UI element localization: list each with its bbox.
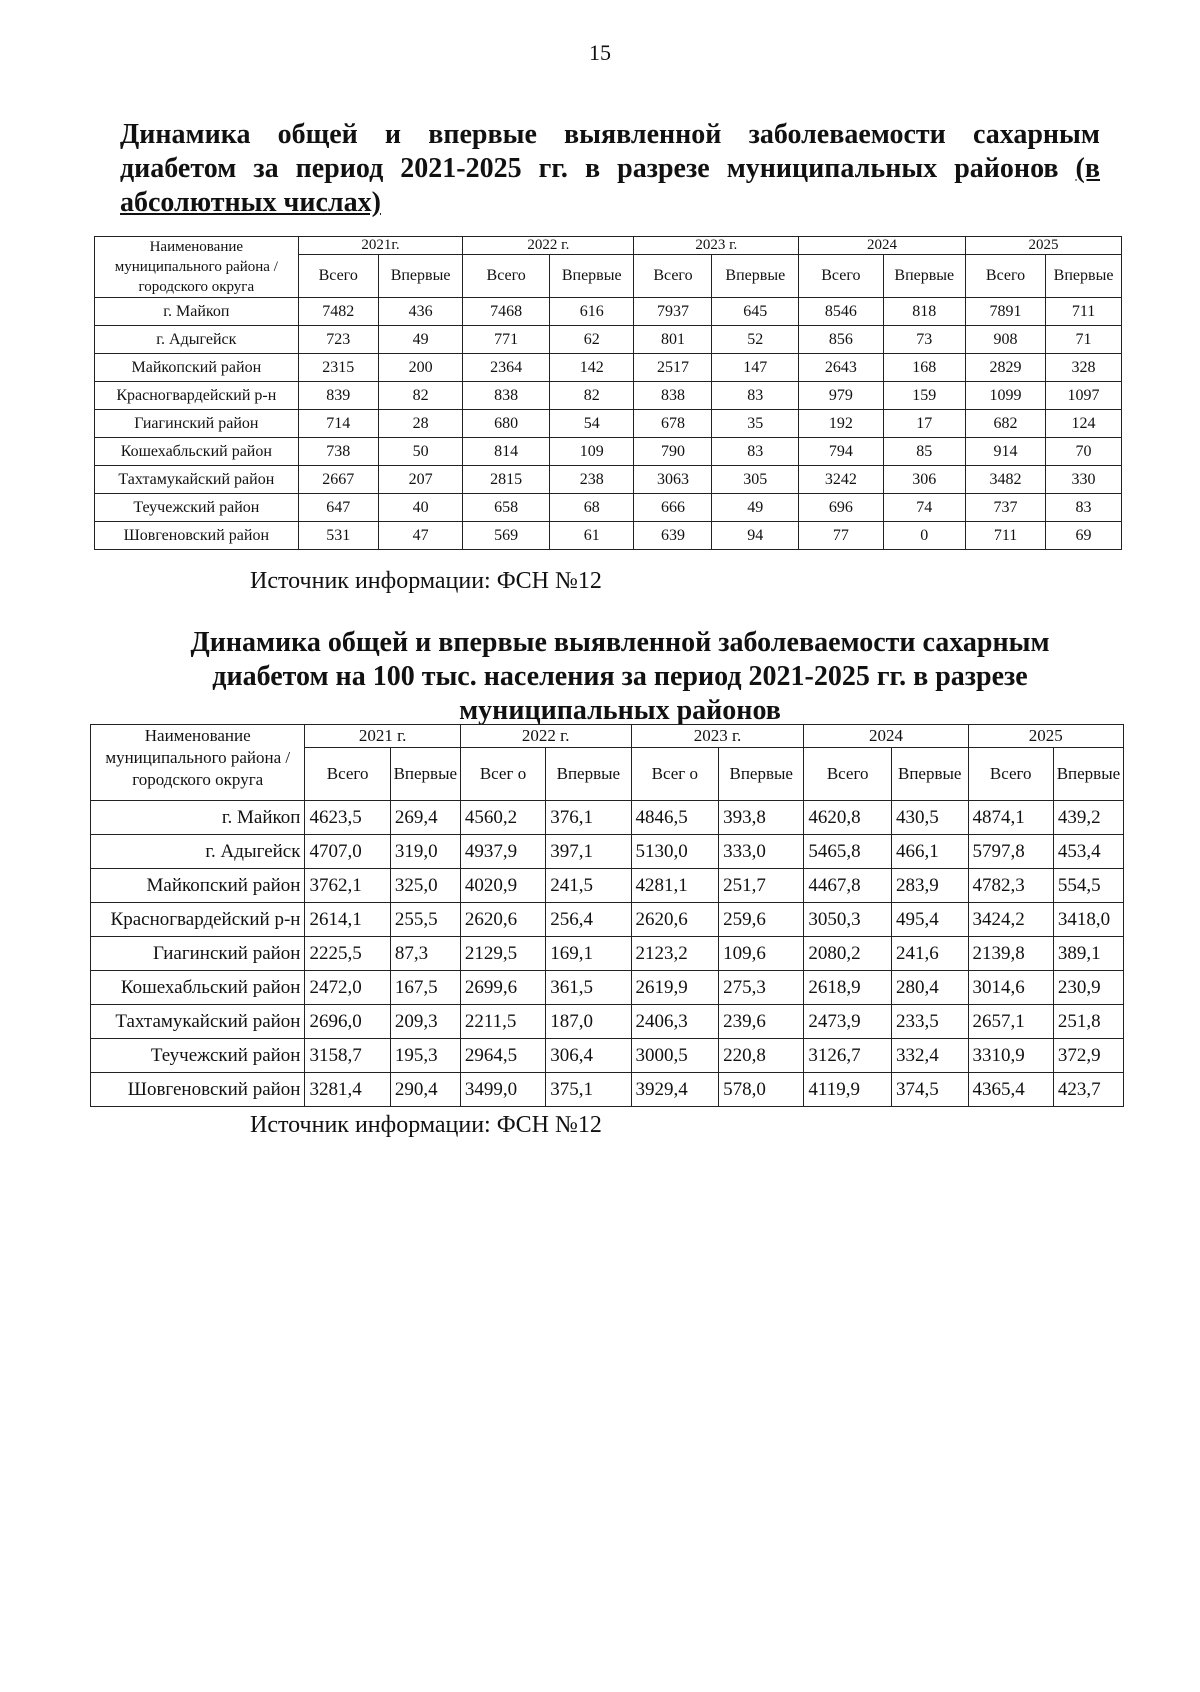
table-cell: 374,5 [891, 1073, 968, 1107]
table-cell: 423,7 [1053, 1073, 1123, 1107]
table-cell: 17 [883, 410, 965, 438]
table-cell: 167,5 [390, 971, 460, 1005]
district-name: Тахтамукайский район [95, 466, 299, 494]
table-cell: 241,5 [546, 869, 631, 903]
table-cell: 839 [298, 382, 378, 410]
table-cell: 3499,0 [460, 1073, 545, 1107]
table-cell: 328 [1046, 354, 1122, 382]
table-row [95, 298, 1122, 326]
table-cell: 251,7 [719, 869, 804, 903]
district-name: Майкопский район [91, 869, 305, 903]
table-cell: 49 [712, 494, 799, 522]
table-cell: 2123,2 [631, 937, 719, 971]
table1-subheader-cell: Всего [965, 254, 1045, 297]
table-cell: 495,4 [891, 903, 968, 937]
table-cell: 306,4 [546, 1039, 631, 1073]
table-cell: 230,9 [1053, 971, 1123, 1005]
table-cell: 305 [712, 466, 799, 494]
table-row [91, 801, 1124, 835]
table-cell: 3158,7 [305, 1039, 390, 1073]
table-cell: 2211,5 [460, 1005, 545, 1039]
district-name: Гиагинский район [91, 937, 305, 971]
district-name: Красногвардейский р-н [91, 903, 305, 937]
district-name: Тахтамукайский район [91, 1005, 305, 1039]
table-cell: 168 [883, 354, 965, 382]
table2-subheader-cell: Всег о [460, 748, 545, 801]
table-cell: 979 [799, 382, 884, 410]
table-row [91, 1073, 1124, 1107]
district-name: Шовгеновский район [91, 1073, 305, 1107]
table1-year-2021: 2021г. [298, 237, 463, 255]
table-cell: 1097 [1046, 382, 1122, 410]
table-cell: 4707,0 [305, 835, 390, 869]
table-cell: 439,2 [1053, 801, 1123, 835]
table2-subheader-cell: Впервые [390, 748, 460, 801]
table-cell: 639 [634, 522, 712, 550]
table-cell: 2472,0 [305, 971, 390, 1005]
table-row [91, 1039, 1124, 1073]
table-cell: 275,3 [719, 971, 804, 1005]
table2-header-name: Наименование муниципального района / городского округа [91, 725, 305, 801]
table-cell: 325,0 [390, 869, 460, 903]
table-cell: 389,1 [1053, 937, 1123, 971]
table2-year-2021: 2021 г. [305, 725, 460, 748]
table-row [91, 835, 1124, 869]
table-cell: 714 [298, 410, 378, 438]
table-cell: 94 [712, 522, 799, 550]
table-cell: 2696,0 [305, 1005, 390, 1039]
table2-year-2022: 2022 г. [460, 725, 631, 748]
table-cell: 207 [378, 466, 463, 494]
table-cell: 5797,8 [968, 835, 1053, 869]
table-cell: 2620,6 [631, 903, 719, 937]
table-cell: 666 [634, 494, 712, 522]
table-cell: 737 [965, 494, 1045, 522]
table-cell: 2364 [463, 354, 550, 382]
table-cell: 2643 [799, 354, 884, 382]
absolute-numbers-table [94, 236, 1122, 550]
table-cell: 678 [634, 410, 712, 438]
district-name: Красногвардейский р-н [95, 382, 299, 410]
table-cell: 2080,2 [804, 937, 892, 971]
table-cell: 818 [883, 298, 965, 326]
table-cell: 5130,0 [631, 835, 719, 869]
table2-subheader-cell: Впервые [546, 748, 631, 801]
table-cell: 61 [549, 522, 634, 550]
district-name: Шовгеновский район [95, 522, 299, 550]
table-cell: 83 [712, 382, 799, 410]
table-cell: 4467,8 [804, 869, 892, 903]
table-cell: 306 [883, 466, 965, 494]
table2-subheader-cell: Впервые [719, 748, 804, 801]
table2-body [91, 801, 1124, 1107]
table-row [95, 382, 1122, 410]
table2-subheader-cell: Всего [305, 748, 390, 801]
table-cell: 332,4 [891, 1039, 968, 1073]
table-cell: 68 [549, 494, 634, 522]
table-cell: 4874,1 [968, 801, 1053, 835]
table-cell: 269,4 [390, 801, 460, 835]
table-cell: 159 [883, 382, 965, 410]
table-cell: 814 [463, 438, 550, 466]
table-cell: 647 [298, 494, 378, 522]
table-cell: 330 [1046, 466, 1122, 494]
table-row [91, 971, 1124, 1005]
table-cell: 209,3 [390, 1005, 460, 1039]
table-cell: 251,8 [1053, 1005, 1123, 1039]
table-cell: 3281,4 [305, 1073, 390, 1107]
table-cell: 436 [378, 298, 463, 326]
table-cell: 69 [1046, 522, 1122, 550]
table1-subheader-cell: Впервые [549, 254, 634, 297]
table-cell: 73 [883, 326, 965, 354]
table-cell: 2829 [965, 354, 1045, 382]
table-row [95, 410, 1122, 438]
table-cell: 2406,3 [631, 1005, 719, 1039]
per-100k-table [90, 724, 1124, 1107]
table-cell: 280,4 [891, 971, 968, 1005]
table1-title-units: (в абсолютных числах) [120, 153, 1100, 218]
table-cell: 35 [712, 410, 799, 438]
table1-header-name: Наименование муниципального района / городского округа [95, 237, 299, 298]
table-cell: 256,4 [546, 903, 631, 937]
table-cell: 372,9 [1053, 1039, 1123, 1073]
district-name: Теучежский район [95, 494, 299, 522]
table-cell: 239,6 [719, 1005, 804, 1039]
table2-subheader-cell: Всего [968, 748, 1053, 801]
table-cell: 2225,5 [305, 937, 390, 971]
table-cell: 85 [883, 438, 965, 466]
table-cell: 711 [1046, 298, 1122, 326]
table-cell: 4620,8 [804, 801, 892, 835]
table-cell: 5465,8 [804, 835, 892, 869]
table1-subheader-cell: Впервые [1046, 254, 1122, 297]
table-cell: 82 [378, 382, 463, 410]
table1-subheader-cell: Впервые [883, 254, 965, 297]
table-cell: 3482 [965, 466, 1045, 494]
table-cell: 2129,5 [460, 937, 545, 971]
table-cell: 54 [549, 410, 634, 438]
table-cell: 4281,1 [631, 869, 719, 903]
table-cell: 738 [298, 438, 378, 466]
table-cell: 283,9 [891, 869, 968, 903]
district-name: Гиагинский район [95, 410, 299, 438]
table-cell: 255,5 [390, 903, 460, 937]
table-cell: 2473,9 [804, 1005, 892, 1039]
table-cell: 195,3 [390, 1039, 460, 1073]
table-cell: 124 [1046, 410, 1122, 438]
table-cell: 109,6 [719, 937, 804, 971]
table-cell: 1099 [965, 382, 1045, 410]
district-name: Теучежский район [91, 1039, 305, 1073]
table-cell: 71 [1046, 326, 1122, 354]
table-cell: 771 [463, 326, 550, 354]
table-cell: 319,0 [390, 835, 460, 869]
table1-title [120, 118, 1100, 220]
table-cell: 696 [799, 494, 884, 522]
table-cell: 723 [298, 326, 378, 354]
table-cell: 200 [378, 354, 463, 382]
table-cell: 2657,1 [968, 1005, 1053, 1039]
table-cell: 4365,4 [968, 1073, 1053, 1107]
table-cell: 3418,0 [1053, 903, 1123, 937]
table2-year-2025: 2025 [968, 725, 1123, 748]
table1-year-2022: 2022 г. [463, 237, 634, 255]
table-cell: 142 [549, 354, 634, 382]
table-cell: 87,3 [390, 937, 460, 971]
table-cell: 794 [799, 438, 884, 466]
table-cell: 7482 [298, 298, 378, 326]
table-cell: 3242 [799, 466, 884, 494]
table-cell: 7468 [463, 298, 550, 326]
table-cell: 2139,8 [968, 937, 1053, 971]
table-cell: 3126,7 [804, 1039, 892, 1073]
table-cell: 2614,1 [305, 903, 390, 937]
table-row [91, 869, 1124, 903]
table-cell: 3762,1 [305, 869, 390, 903]
table-row [95, 466, 1122, 494]
table-row [91, 1005, 1124, 1039]
table-cell: 0 [883, 522, 965, 550]
district-name: Кошехабльский район [91, 971, 305, 1005]
table-cell: 83 [1046, 494, 1122, 522]
table-cell: 83 [712, 438, 799, 466]
table-cell: 7891 [965, 298, 1045, 326]
table-cell: 3063 [634, 466, 712, 494]
table-cell: 4020,9 [460, 869, 545, 903]
table-cell: 453,4 [1053, 835, 1123, 869]
table-cell: 4623,5 [305, 801, 390, 835]
table-cell: 361,5 [546, 971, 631, 1005]
table-cell: 259,6 [719, 903, 804, 937]
table-cell: 2619,9 [631, 971, 719, 1005]
table1-body [95, 298, 1122, 550]
table-cell: 333,0 [719, 835, 804, 869]
table-cell: 2618,9 [804, 971, 892, 1005]
table1-subheader-cell: Всего [799, 254, 884, 297]
table-cell: 47 [378, 522, 463, 550]
table-cell: 220,8 [719, 1039, 804, 1073]
table-cell: 682 [965, 410, 1045, 438]
table-cell: 290,4 [390, 1073, 460, 1107]
table-row [95, 326, 1122, 354]
table-cell: 49 [378, 326, 463, 354]
table-cell: 3014,6 [968, 971, 1053, 1005]
table1-source: Источник информации: ФСН №12 [250, 568, 602, 594]
table-cell: 74 [883, 494, 965, 522]
table-cell: 914 [965, 438, 1045, 466]
table-cell: 2620,6 [460, 903, 545, 937]
table-cell: 187,0 [546, 1005, 631, 1039]
table-cell: 838 [634, 382, 712, 410]
table-cell: 3050,3 [804, 903, 892, 937]
district-name: Кошехабльский район [95, 438, 299, 466]
table-cell: 554,5 [1053, 869, 1123, 903]
table-cell: 4560,2 [460, 801, 545, 835]
table-cell: 169,1 [546, 937, 631, 971]
table-cell: 578,0 [719, 1073, 804, 1107]
table-cell: 393,8 [719, 801, 804, 835]
table-cell: 233,5 [891, 1005, 968, 1039]
table-cell: 3000,5 [631, 1039, 719, 1073]
table1-subheader-cell: Впервые [712, 254, 799, 297]
table-cell: 241,6 [891, 937, 968, 971]
table-cell: 2517 [634, 354, 712, 382]
table1-subheader-cell: Впервые [378, 254, 463, 297]
table-cell: 856 [799, 326, 884, 354]
table-row [95, 494, 1122, 522]
table-cell: 8546 [799, 298, 884, 326]
table-cell: 77 [799, 522, 884, 550]
table-cell: 7937 [634, 298, 712, 326]
table1-subheader-cell: Всего [298, 254, 378, 297]
table-cell: 908 [965, 326, 1045, 354]
district-name: г. Майкоп [91, 801, 305, 835]
table-cell: 238 [549, 466, 634, 494]
table-row [95, 438, 1122, 466]
table-cell: 28 [378, 410, 463, 438]
table-cell: 531 [298, 522, 378, 550]
table-cell: 40 [378, 494, 463, 522]
table-row [91, 903, 1124, 937]
table1-year-2024: 2024 [799, 237, 966, 255]
table-cell: 147 [712, 354, 799, 382]
table-cell: 2815 [463, 466, 550, 494]
table-cell: 4119,9 [804, 1073, 892, 1107]
table-cell: 2315 [298, 354, 378, 382]
table-cell: 70 [1046, 438, 1122, 466]
table-cell: 3310,9 [968, 1039, 1053, 1073]
table1-year-2025: 2025 [965, 237, 1121, 255]
table1-subheader-cell: Всего [463, 254, 550, 297]
table-cell: 569 [463, 522, 550, 550]
table-cell: 680 [463, 410, 550, 438]
district-name: г. Майкоп [95, 298, 299, 326]
table-cell: 52 [712, 326, 799, 354]
table2-source: Источник информации: ФСН №12 [250, 1112, 602, 1138]
table-cell: 4846,5 [631, 801, 719, 835]
table-cell: 375,1 [546, 1073, 631, 1107]
table-cell: 62 [549, 326, 634, 354]
table2-subheader-cell: Впервые [1053, 748, 1123, 801]
table1-year-2023: 2023 г. [634, 237, 799, 255]
page-number: 15 [589, 40, 611, 65]
table-cell: 2964,5 [460, 1039, 545, 1073]
table-cell: 376,1 [546, 801, 631, 835]
table1-title-text: Динамика общей и впервые выявленной заболеваемости сахарным диабетом за период 2021-2025 гг. в разрезе муниципальных районов [120, 119, 1100, 184]
table2-year-2023: 2023 г. [631, 725, 804, 748]
district-name: г. Адыгейск [95, 326, 299, 354]
table1-subheader-cell: Всего [634, 254, 712, 297]
table-cell: 3929,4 [631, 1073, 719, 1107]
table2-subheader-cell: Всего [804, 748, 892, 801]
table-cell: 3424,2 [968, 903, 1053, 937]
table-row [95, 354, 1122, 382]
table-cell: 397,1 [546, 835, 631, 869]
table-cell: 2667 [298, 466, 378, 494]
table-cell: 4782,3 [968, 869, 1053, 903]
table-cell: 658 [463, 494, 550, 522]
table-cell: 192 [799, 410, 884, 438]
table2-subheader-cell: Всег о [631, 748, 719, 801]
district-name: Майкопский район [95, 354, 299, 382]
table-row [91, 937, 1124, 971]
table-cell: 616 [549, 298, 634, 326]
district-name: г. Адыгейск [91, 835, 305, 869]
table-row [95, 522, 1122, 550]
table-cell: 645 [712, 298, 799, 326]
table-cell: 790 [634, 438, 712, 466]
table-cell: 466,1 [891, 835, 968, 869]
table-cell: 801 [634, 326, 712, 354]
table-cell: 2699,6 [460, 971, 545, 1005]
table2-title: Динамика общей и впервые выявленной заболеваемости сахарным диабетом на 100 тыс. населения за период 2021-2025 гг. в разрезе муниципальных районов [190, 627, 1050, 726]
table-cell: 838 [463, 382, 550, 410]
table-cell: 4937,9 [460, 835, 545, 869]
table2-subheader-cell: Впервые [891, 748, 968, 801]
table-cell: 109 [549, 438, 634, 466]
table2-year-2024: 2024 [804, 725, 968, 748]
table-cell: 50 [378, 438, 463, 466]
table-cell: 430,5 [891, 801, 968, 835]
table-cell: 82 [549, 382, 634, 410]
table-cell: 711 [965, 522, 1045, 550]
